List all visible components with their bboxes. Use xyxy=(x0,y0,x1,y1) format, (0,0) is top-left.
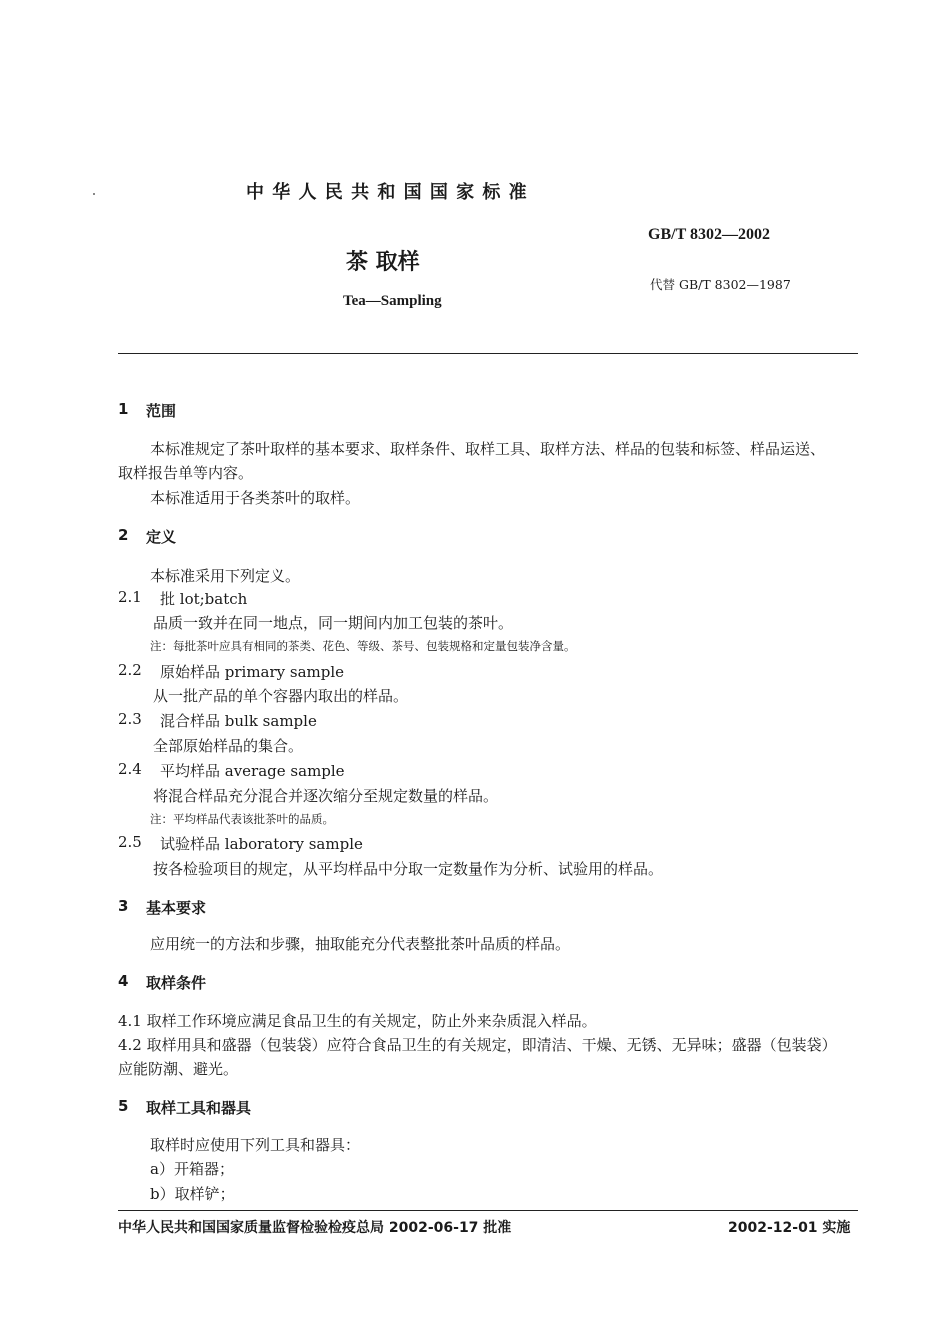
definition-2-5-number: 2.5 xyxy=(118,833,142,851)
section-1-title: 范围 xyxy=(146,402,177,420)
definition-2-1-note: 注：每批茶叶应具有相同的茶类、花色、等级、茶号、包装规格和定量包装净含量。 xyxy=(150,639,576,653)
standard-code: GB/T 8302—2002 xyxy=(648,226,770,243)
section-1-number: 1 xyxy=(118,400,129,418)
definition-2-2-term: 原始样品 primary sample xyxy=(160,663,345,681)
scan-speck xyxy=(93,193,95,195)
definition-2-5-term: 试验样品 laboratory sample xyxy=(160,835,363,853)
page-title-en: Tea—Sampling xyxy=(343,293,442,309)
org-title: 中 华 人 民 共 和 国 国 家 标 准 xyxy=(246,182,528,203)
section-3-title: 基本要求 xyxy=(146,899,207,917)
section-3-number: 3 xyxy=(118,897,129,915)
clause-4-2-line-2: 应能防潮、避光。 xyxy=(118,1060,239,1078)
header-divider xyxy=(118,353,858,354)
definition-2-4-number: 2.4 xyxy=(118,760,142,778)
definition-2-3-number: 2.3 xyxy=(118,710,142,728)
definition-2-4-note: 注：平均样品代表该批茶叶的品质。 xyxy=(150,812,334,826)
definition-2-3-term: 混合样品 bulk sample xyxy=(160,712,317,730)
section-2-title: 定义 xyxy=(146,528,177,546)
section-1-para-2: 本标准适用于各类茶叶的取样。 xyxy=(150,489,361,507)
section-3-para: 应用统一的方法和步骤，抽取能充分代表整批茶叶品质的样品。 xyxy=(150,935,571,953)
definition-2-3-text: 全部原始样品的集合。 xyxy=(153,737,304,755)
section-4-title: 取样条件 xyxy=(146,974,207,992)
section-2-intro: 本标准采用下列定义。 xyxy=(150,567,301,585)
definition-2-5-text: 按各检验项目的规定，从平均样品中分取一定数量作为分析、试验用的样品。 xyxy=(153,860,664,878)
definition-2-1-number: 2.1 xyxy=(118,588,142,606)
definition-2-2-number: 2.2 xyxy=(118,661,142,679)
section-5-number: 5 xyxy=(118,1097,129,1115)
list-item-a: a）开箱器； xyxy=(150,1160,234,1178)
section-2-number: 2 xyxy=(118,526,129,544)
section-4-number: 4 xyxy=(118,972,129,990)
section-5-title: 取样工具和器具 xyxy=(146,1099,252,1117)
definition-2-1-text: 品质一致并在同一地点，同一期间内加工包装的茶叶。 xyxy=(153,614,514,632)
footer-divider xyxy=(118,1210,858,1211)
definition-2-4-term: 平均样品 average sample xyxy=(160,762,345,780)
definition-2-4-text: 将混合样品充分混合并逐次缩分至规定数量的样品。 xyxy=(153,787,499,805)
definition-2-1-term: 批 lot;batch xyxy=(160,590,248,608)
section-1-para-1-line-2: 取样报告单等内容。 xyxy=(118,464,254,482)
approval-line: 中华人民共和国国家质量监督检验检疫总局 2002-06-17 批准 xyxy=(118,1220,512,1236)
effective-date: 2002-12-01 实施 xyxy=(728,1220,851,1236)
page-title-cn: 茶 取样 xyxy=(346,250,420,275)
section-5-intro: 取样时应使用下列工具和器具： xyxy=(150,1136,361,1154)
list-item-b: b）取样铲； xyxy=(150,1185,235,1203)
definition-2-2-text: 从一批产品的单个容器内取出的样品。 xyxy=(153,687,409,705)
section-1-para-1-line-1: 本标准规定了茶叶取样的基本要求、取样条件、取样工具、取样方法、样品的包装和标签、样品运送、 xyxy=(150,440,826,458)
clause-4-2-line-1: 4.2 取样用具和盛器（包装袋）应符合食品卫生的有关规定，即清洁、干燥、无锈、无异味；盛器（包装袋） xyxy=(118,1036,837,1054)
replaces-standard: 代替 GB/T 8302—1987 xyxy=(650,277,791,292)
clause-4-1: 4.1 取样工作环境应满足食品卫生的有关规定，防止外来杂质混入样品。 xyxy=(118,1012,597,1030)
